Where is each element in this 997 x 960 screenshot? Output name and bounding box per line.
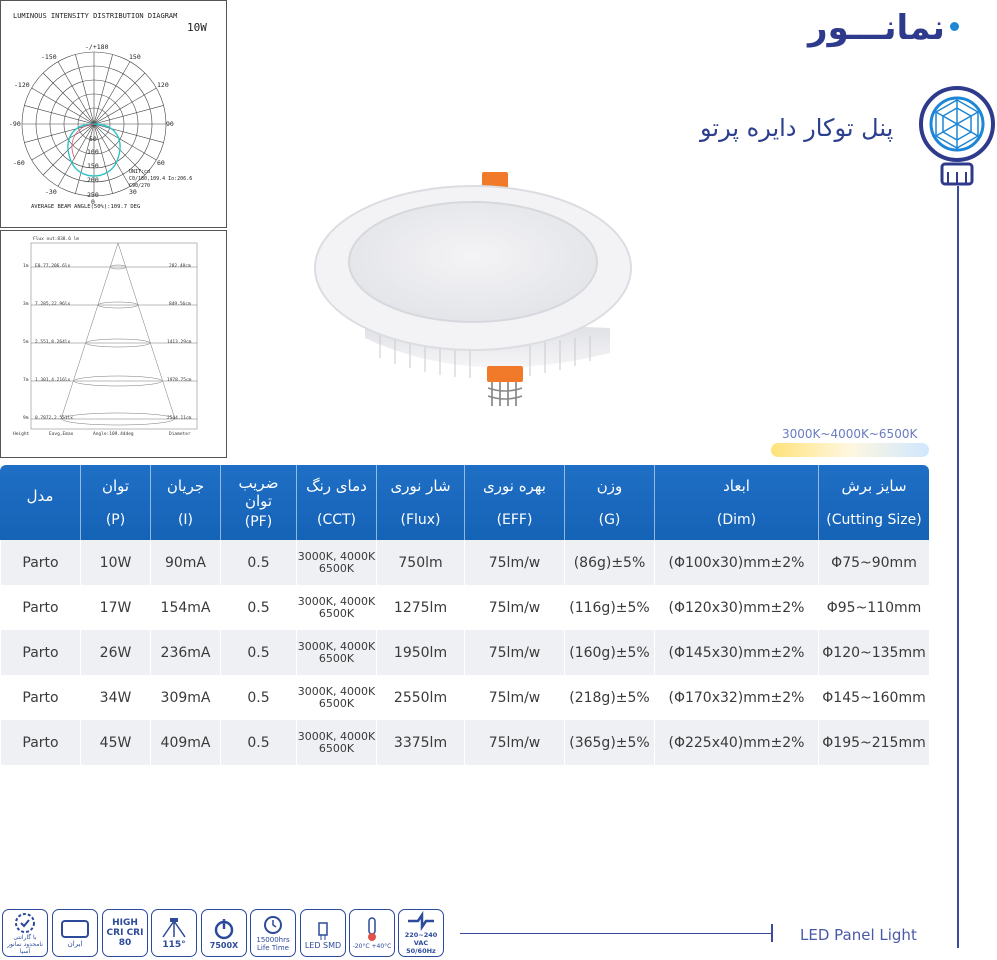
cell-dimensions: (Φ120x30)mm±2% (654, 585, 818, 630)
cell-efficacy: 75lm/w (464, 720, 564, 765)
cell-cct: 3000K, 4000K 6500K (296, 675, 376, 720)
svg-text:100: 100 (87, 148, 99, 156)
warranty-icon: با گارانتی نامحدود نمانور آسیا (2, 909, 48, 957)
product-image (310, 168, 640, 413)
cell-power: 26W (80, 630, 150, 675)
header-cutting-size: سایز برش (Cutting Size) (818, 465, 929, 540)
cell-weight: (218g)±5% (564, 675, 654, 720)
product-title: پنل توکار دایره پرتو (700, 114, 894, 142)
cell-weight: (116g)±5% (564, 585, 654, 630)
header-power: توان (P) (80, 465, 150, 540)
svg-text:90: 90 (166, 120, 174, 128)
svg-text:-90: -90 (9, 120, 21, 128)
cell-power: 17W (80, 585, 150, 630)
svg-text:50: 50 (89, 135, 97, 143)
led-smd-icon: LED SMD (300, 909, 346, 957)
cell-current: 90mA (150, 540, 220, 585)
header-efficacy: بهره نوری (EFF) (464, 465, 564, 540)
polar-diagram-title: LUMINOUS INTENSITY DISTRIBUTION DIAGRAM (13, 12, 178, 20)
header-current: جریان (I) (150, 465, 220, 540)
table-row (0, 675, 929, 720)
svg-text:30: 30 (129, 188, 137, 196)
cell-current: 409mA (150, 720, 220, 765)
cell-flux: 2550lm (376, 675, 464, 720)
cell-power: 45W (80, 720, 150, 765)
cell-power-factor: 0.5 (220, 585, 296, 630)
cell-power: 34W (80, 675, 150, 720)
cell-power-factor: 0.5 (220, 540, 296, 585)
table-row (0, 630, 929, 675)
svg-text:150: 150 (129, 53, 141, 61)
svg-text:-30: -30 (45, 188, 57, 196)
cell-weight: (365g)±5% (564, 720, 654, 765)
svg-text:120: 120 (157, 81, 169, 89)
header-dimensions: ابعاد (Dim) (654, 465, 818, 540)
cell-power-factor: 0.5 (220, 675, 296, 720)
life-time-icon: 15000hrs Life Time (250, 909, 296, 957)
cell-dimensions: (Φ145x30)mm±2% (654, 630, 818, 675)
header-power-factor: ضریب توان (PF) (220, 465, 296, 540)
svg-text:250: 250 (87, 191, 99, 199)
cell-current: 309mA (150, 675, 220, 720)
svg-text:200: 200 (87, 176, 99, 184)
cell-efficacy: 75lm/w (464, 540, 564, 585)
cell-model: Parto (0, 585, 80, 630)
cell-current: 236mA (150, 630, 220, 675)
cell-power-factor: 0.5 (220, 720, 296, 765)
side-rule (957, 186, 959, 948)
angle-label: -/+180 (85, 43, 109, 51)
cell-dimensions: (Φ170x32)mm±2% (654, 675, 818, 720)
svg-text:-60: -60 (13, 159, 25, 167)
polar-intensity-diagram (0, 0, 227, 228)
temperature-icon: -20°C +40°C (349, 909, 395, 957)
cell-efficacy: 75lm/w (464, 630, 564, 675)
footer-rule-tick (771, 924, 773, 942)
beam-angle-note: AVERAGE BEAM ANGLE(50%):109.7 DEG (31, 204, 141, 210)
spec-table (0, 465, 929, 765)
svg-text:0: 0 (91, 198, 95, 206)
cell-cct: 3000K, 4000K 6500K (296, 630, 376, 675)
cell-cutting-size: Φ195~215mm (818, 720, 929, 765)
table-row (0, 720, 929, 765)
svg-text:-120: -120 (14, 81, 30, 89)
cell-cct: 3000K, 4000K 6500K (296, 540, 376, 585)
flux-out-label: Flux out:838.6 lm (33, 237, 80, 242)
table-body (0, 540, 929, 765)
cell-flux: 3375lm (376, 720, 464, 765)
cell-efficacy: 75lm/w (464, 585, 564, 630)
polar-grid (1, 1, 226, 227)
cell-power-factor: 0.5 (220, 630, 296, 675)
cell-weight: (86g)±5% (564, 540, 654, 585)
footer-product-label: LED Panel Light (800, 926, 917, 944)
cell-model: Parto (0, 720, 80, 765)
cell-cutting-size: Φ75~90mm (818, 540, 929, 585)
cell-cutting-size: Φ95~110mm (818, 585, 929, 630)
header-flux: شار نوری (Flux) (376, 465, 464, 540)
illuminance-cone-diagram: Flux out:838.6 lm 1m E0.77,206.6lx 282.48cm 3m 7.285,22.96lx 849.56cm 5m 2.551,8.264lx 1413.29cm 7m 1.301,4.216lx 1978.75cm 9m 0.7872,2.551lx 2544.11cm Height Eavg,Emax Angle:109.44deg Diameter (0, 230, 227, 458)
cct-range-label: 3000K~4000K~6500K (782, 427, 918, 441)
iran-made-icon: ایران (52, 909, 98, 957)
switch-cycles-icon: 7500X (201, 909, 247, 957)
cell-cutting-size: Φ120~135mm (818, 630, 929, 675)
header-cct: دمای رنگ (CCT) (296, 465, 376, 540)
cell-dimensions: (Φ100x30)mm±2% (654, 540, 818, 585)
cell-model: Parto (0, 675, 80, 720)
cell-efficacy: 75lm/w (464, 675, 564, 720)
bulb-emblem-icon (918, 84, 997, 188)
voltage-icon: 220~240 VAC 50/60Hz (398, 909, 444, 957)
cct-gradient-bar (771, 443, 929, 457)
cell-model: Parto (0, 630, 80, 675)
table-row (0, 540, 929, 585)
table-header (0, 465, 929, 540)
header-model: مدل (26, 486, 54, 505)
cell-cutting-size: Φ145~160mm (818, 675, 929, 720)
polar-unit-legend: UNIT:cd C0/180,109.4 Io:206.6 C90/270 (129, 169, 193, 189)
footer-rule (460, 933, 772, 934)
beam-angle-icon: 115° (151, 909, 197, 957)
table-row (0, 585, 929, 630)
polar-diagram-watt: 10W (187, 21, 207, 34)
cell-flux: 750lm (376, 540, 464, 585)
svg-text:-150: -150 (41, 53, 57, 61)
cell-current: 154mA (150, 585, 220, 630)
svg-text:60: 60 (157, 159, 165, 167)
brand-dot-icon (950, 22, 959, 31)
cell-power: 10W (80, 540, 150, 585)
high-cri-icon: HIGH CRI CRI 80 (102, 909, 148, 957)
cell-cct: 3000K, 4000K 6500K (296, 720, 376, 765)
header-weight: وزن (G) (564, 465, 654, 540)
svg-text:150: 150 (87, 162, 99, 170)
brand-logo: نمانـــور (808, 8, 945, 48)
cell-model: Parto (0, 540, 80, 585)
cell-weight: (160g)±5% (564, 630, 654, 675)
cell-dimensions: (Φ225x40)mm±2% (654, 720, 818, 765)
cell-flux: 1275lm (376, 585, 464, 630)
cell-cct: 3000K, 4000K 6500K (296, 585, 376, 630)
cell-flux: 1950lm (376, 630, 464, 675)
